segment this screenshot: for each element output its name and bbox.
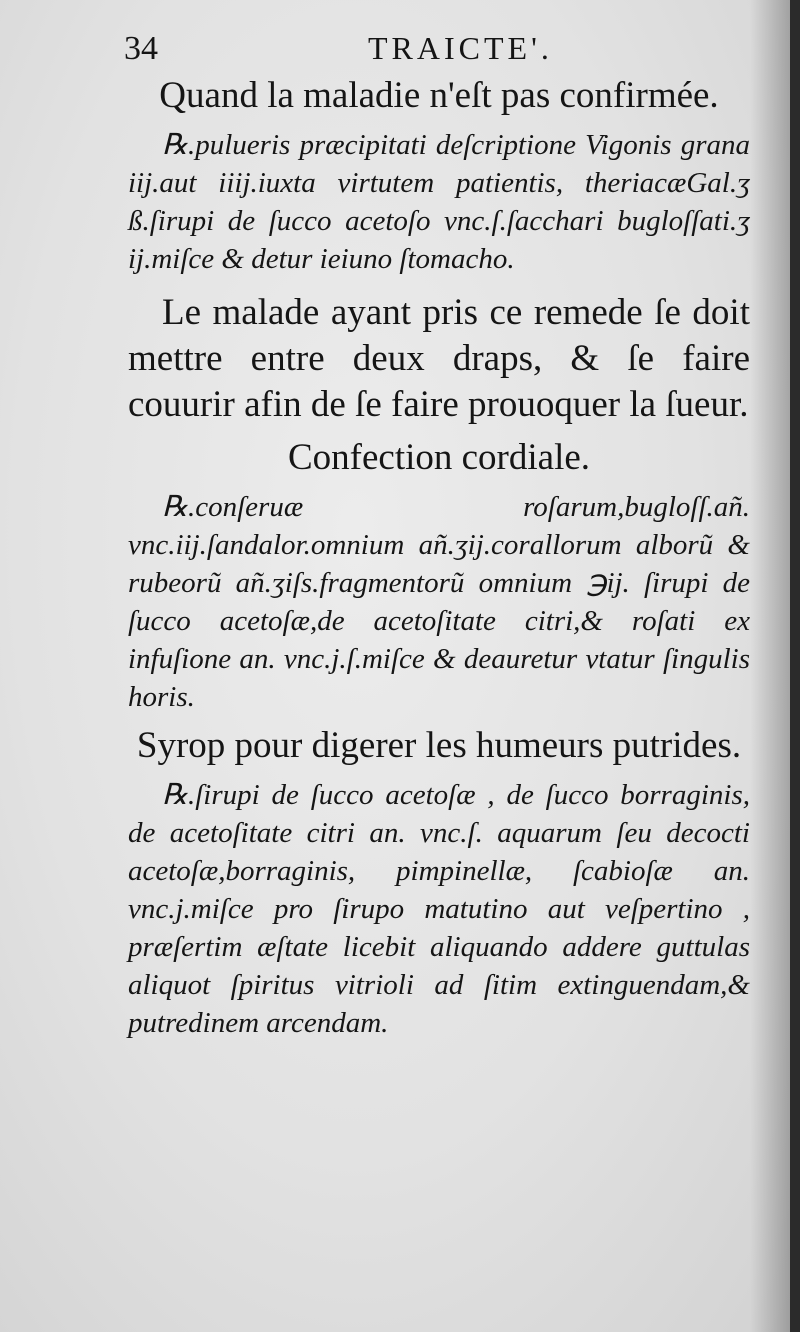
page-content — [124, 22, 750, 1042]
running-title: TRAICTE'. — [368, 30, 553, 66]
paragraph-1: Le malade ayant pris ce remede ſe doit mettre entre deux draps, & ſe faire couurir afin de ſe faire prouoquer la ſueur. — [128, 292, 750, 425]
section-heading-2: Confection cordiale. — [287, 437, 591, 478]
running-head — [124, 22, 750, 74]
recipe-3: ℞.ſirupi de ſucco acetoſæ , de ſucco borraginis, de acetoſitate citri an. vnc.ſ. aquarum ſeu decocti acetoſæ,borraginis, pimpinellæ, ſcabioſæ an. vnc.j.miſce pro ſirupo matutino aut veſpertino , præſertim æſtate licebit aliquando addere guttulas aliquot ſpiritus vitrioli ad ſitim extinguendam,& putredinem arcendam. — [128, 779, 750, 1039]
recipe-2: ℞.conſeruæ roſarum,bugloſſ.añ. vnc.iij.ſandalor.omnium añ.ʒij.corallorum alborũ & rubeorũ añ.ʒiſs.fragmentorũ omnium ℈ij. ſirupi de ſucco acetoſæ,de acetoſitate citri,& roſati ex infuſione an. vnc.j.ſ.miſce & deauretur vtatur ſingulis horis. — [128, 491, 750, 713]
section-heading-1: Quand la maladie n'eſt pas confirmée. — [159, 75, 719, 116]
page-number: 34 — [124, 30, 158, 67]
recipe-1: ℞.pulueris præcipitati deſcriptione Vigonis grana iij.aut iiij.iuxta virtutem patientis, theriacæGal.ʒ ß.ſirupi de ſucco acetoſo vnc.ſ.ſacchari bugloſſati.ʒ ij.miſce & detur ieiuno ſtomacho. — [128, 129, 750, 275]
page-edge-shadow — [750, 0, 790, 1332]
section-heading-3: Syrop pour digerer les humeurs putrides. — [136, 725, 742, 766]
